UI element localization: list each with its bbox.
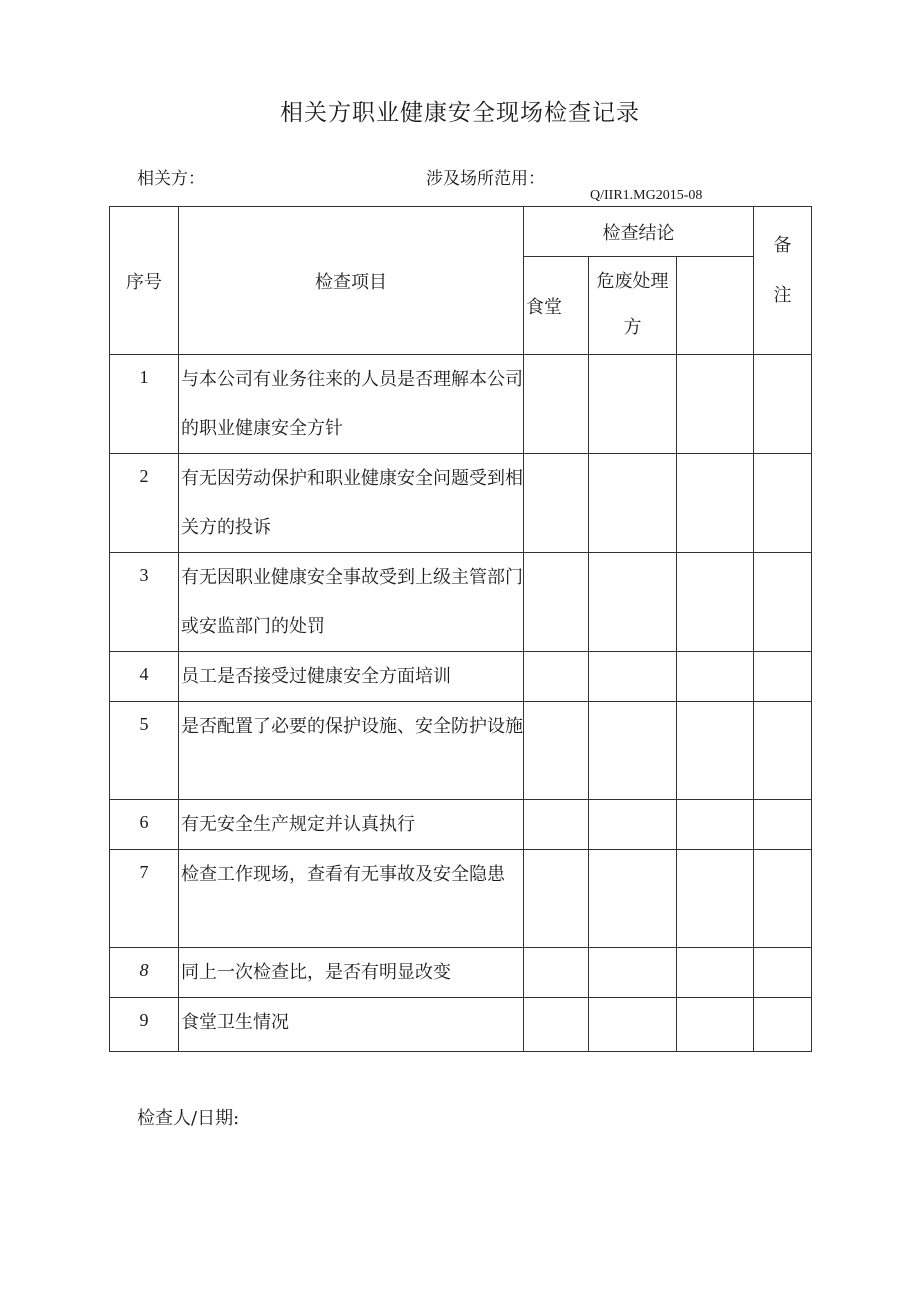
note-cell[interactable] bbox=[754, 702, 812, 800]
canteen-cell[interactable] bbox=[524, 998, 589, 1052]
blank-cell[interactable] bbox=[677, 652, 754, 702]
blank-cell[interactable] bbox=[677, 948, 754, 998]
canteen-cell[interactable] bbox=[524, 850, 589, 948]
row-item-text: 食堂卫生情况 bbox=[179, 998, 524, 1052]
header-seq: 序号 bbox=[110, 207, 179, 355]
row-item-text: 与本公司有业务往来的人员是否理解本公司的职业健康安全方针 bbox=[179, 355, 524, 454]
row-number: 7 bbox=[110, 850, 179, 948]
blank-cell[interactable] bbox=[677, 850, 754, 948]
scope-label: 涉及场所范用： bbox=[426, 169, 545, 189]
header-sub-hazard-text: 危废处理方 bbox=[596, 271, 669, 338]
hazard-cell[interactable] bbox=[589, 998, 677, 1052]
table-row bbox=[110, 948, 812, 998]
canteen-cell[interactable] bbox=[524, 652, 589, 702]
inspection-table bbox=[109, 206, 812, 1052]
table-row bbox=[110, 998, 812, 1052]
row-number: 4 bbox=[110, 652, 179, 702]
header-sub-canteen: 食堂 bbox=[524, 257, 589, 355]
row-number: 5 bbox=[110, 702, 179, 800]
table-row bbox=[110, 355, 812, 454]
hazard-cell[interactable] bbox=[589, 553, 677, 652]
hazard-cell[interactable] bbox=[589, 652, 677, 702]
blank-cell[interactable] bbox=[677, 553, 754, 652]
canteen-cell[interactable] bbox=[524, 800, 589, 850]
header-conclusion: 检查结论 bbox=[524, 207, 754, 257]
row-item-text: 有无因劳动保护和职业健康安全问题受到相关方的投诉 bbox=[179, 454, 524, 553]
hazard-cell[interactable] bbox=[589, 800, 677, 850]
row-number: 8 bbox=[110, 948, 179, 998]
note-cell[interactable] bbox=[754, 652, 812, 702]
header-sub-hazard bbox=[589, 257, 677, 355]
canteen-cell[interactable] bbox=[524, 553, 589, 652]
page-title: 相关方职业健康安全现场检查记录 bbox=[280, 100, 640, 126]
note-cell[interactable] bbox=[754, 454, 812, 553]
header-note-text: 备注 bbox=[773, 235, 792, 306]
inspector-date-label: 检查人/日期: bbox=[137, 1108, 240, 1129]
blank-cell[interactable] bbox=[677, 800, 754, 850]
row-item-text: 是否配置了必要的保护设施、安全防护设施 bbox=[179, 702, 524, 800]
table-row bbox=[110, 652, 812, 702]
note-cell[interactable] bbox=[754, 948, 812, 998]
blank-cell[interactable] bbox=[677, 355, 754, 454]
document-code: Q/IIR1.MG2015-08 bbox=[590, 188, 703, 203]
note-cell[interactable] bbox=[754, 850, 812, 948]
row-number: 3 bbox=[110, 553, 179, 652]
row-item-text: 检查工作现场，查看有无事故及安全隐患 bbox=[179, 850, 524, 948]
canteen-cell[interactable] bbox=[524, 948, 589, 998]
row-number: 6 bbox=[110, 800, 179, 850]
header-sub-blank bbox=[677, 257, 754, 355]
hazard-cell[interactable] bbox=[589, 355, 677, 454]
row-number: 1 bbox=[110, 355, 179, 454]
table-row bbox=[110, 800, 812, 850]
row-number: 9 bbox=[110, 998, 179, 1052]
row-item-text: 员工是否接受过健康安全方面培训 bbox=[179, 652, 524, 702]
canteen-cell[interactable] bbox=[524, 355, 589, 454]
row-item-text: 同上一次检查比，是否有明显改变 bbox=[179, 948, 524, 998]
header-item: 检查项目 bbox=[179, 207, 524, 355]
blank-cell[interactable] bbox=[677, 454, 754, 553]
table-row bbox=[110, 850, 812, 948]
header-note bbox=[754, 207, 812, 355]
related-party-label: 相关方： bbox=[137, 169, 205, 189]
hazard-cell[interactable] bbox=[589, 948, 677, 998]
canteen-cell[interactable] bbox=[524, 454, 589, 553]
blank-cell[interactable] bbox=[677, 702, 754, 800]
note-cell[interactable] bbox=[754, 553, 812, 652]
hazard-cell[interactable] bbox=[589, 702, 677, 800]
note-cell[interactable] bbox=[754, 355, 812, 454]
hazard-cell[interactable] bbox=[589, 850, 677, 948]
row-item-text: 有无因职业健康安全事故受到上级主管部门或安监部门的处罚 bbox=[179, 553, 524, 652]
table-row bbox=[110, 702, 812, 800]
note-cell[interactable] bbox=[754, 998, 812, 1052]
row-item-text: 有无安全生产规定并认真执行 bbox=[179, 800, 524, 850]
blank-cell[interactable] bbox=[677, 998, 754, 1052]
hazard-cell[interactable] bbox=[589, 454, 677, 553]
table-row bbox=[110, 454, 812, 553]
row-number: 2 bbox=[110, 454, 179, 553]
table-row bbox=[110, 553, 812, 652]
note-cell[interactable] bbox=[754, 800, 812, 850]
canteen-cell[interactable] bbox=[524, 702, 589, 800]
